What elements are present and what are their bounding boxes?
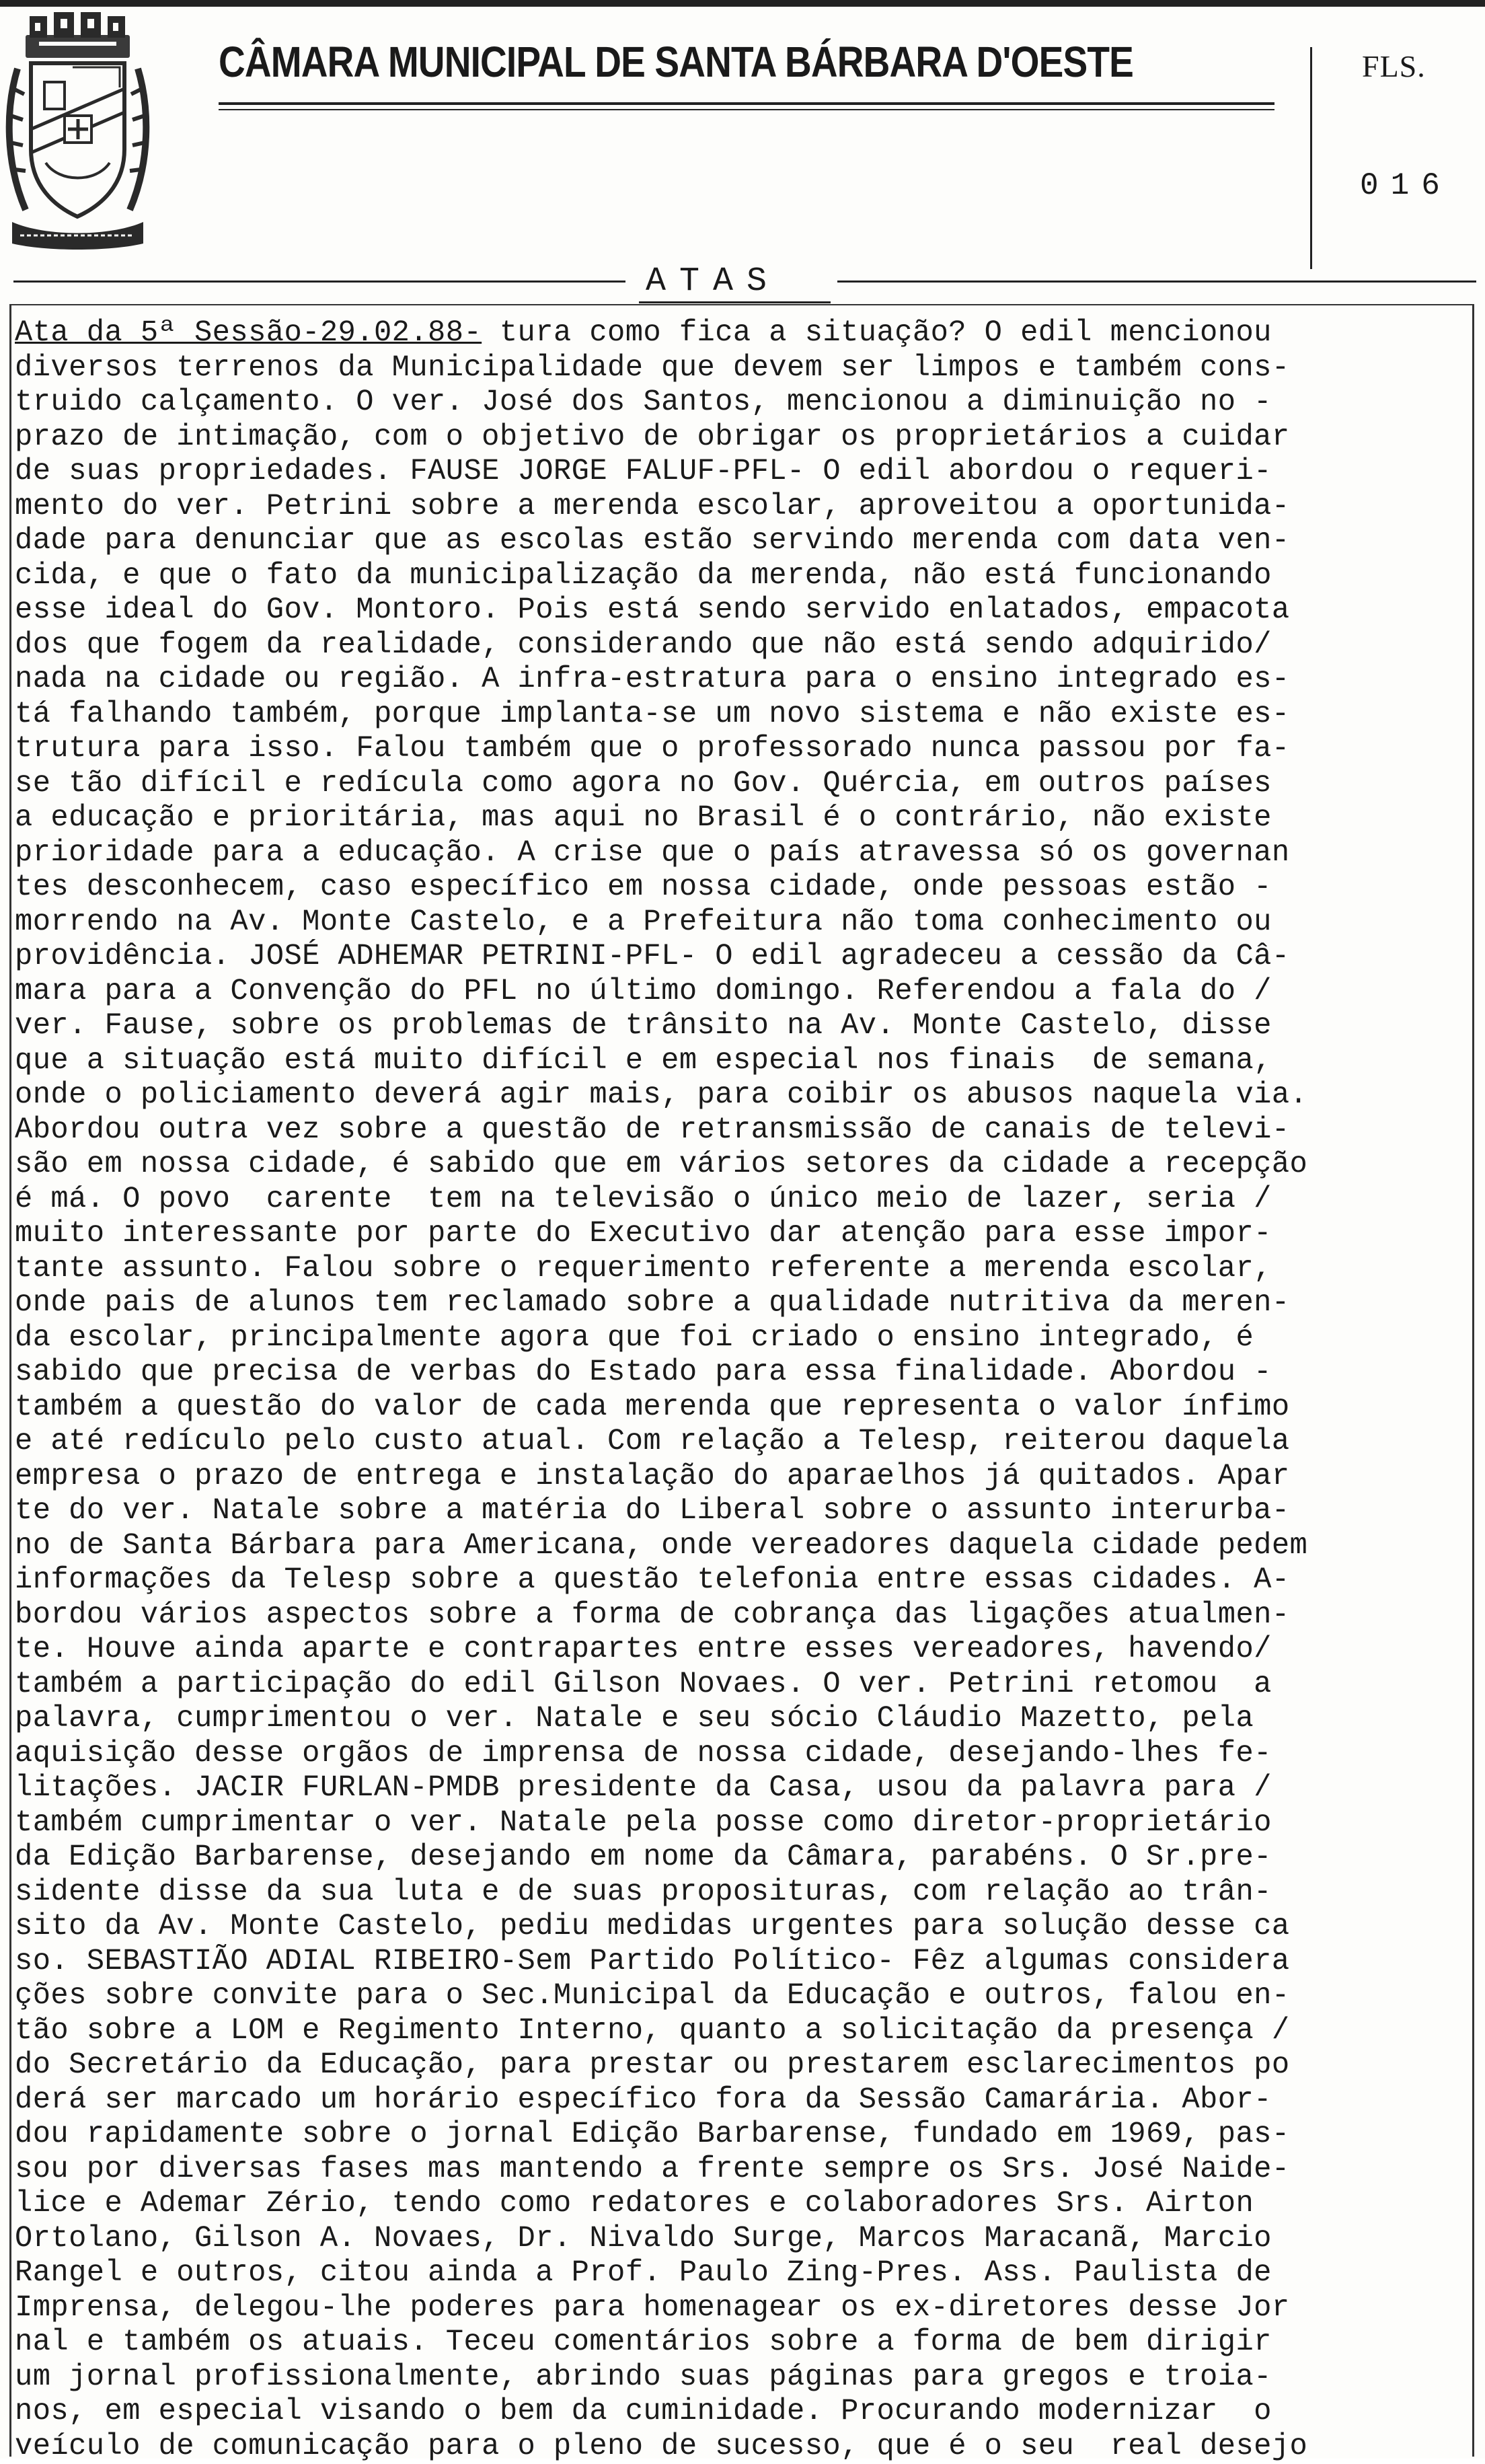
minutes-line: aquisição desse orgãos de imprensa de nossa cidade, desejando-lhes fe- (15, 1737, 1459, 1772)
minutes-line: também cumprimentar o ver. Natale pela posse como diretor-proprietário (15, 1806, 1459, 1841)
minutes-line: palavra, cumprimentou o ver. Natale e seu sócio Cláudio Mazetto, pela (15, 1702, 1459, 1737)
minutes-line: so. SEBASTIÃO ADIAL RIBEIRO-Sem Partido Político- Fêz algumas considera (15, 1945, 1459, 1980)
minutes-line: sabido que precisa de verbas do Estado para essa finalidade. Abordou - (15, 1355, 1459, 1390)
minutes-line: ções sobre convite para o Sec.Municipal da Educação e outros, falou en- (15, 1979, 1459, 2014)
minutes-line: esse ideal do Gov. Montoro. Pois está sendo servido enlatados, empacota (15, 593, 1459, 628)
top-border (0, 0, 1485, 7)
minutes-line: da Edição Barbarense, desejando em nome da Câmara, parabéns. O Sr.pre- (15, 1840, 1459, 1875)
minutes-line: a educação e prioritária, mas aqui no Brasil é o contrário, não existe (15, 801, 1459, 836)
header-divider (1310, 47, 1312, 269)
minutes-line: Imprensa, delegou-lhe poderes para homenagear os ex-diretores desse Jor (15, 2291, 1459, 2326)
minutes-first-line (15, 316, 1459, 351)
minutes-line: são em nossa cidade, é sabido que em vários setores da cidade a recepção (15, 1148, 1459, 1183)
minutes-line: prazo de intimação, com o objetivo de obrigar os proprietários a cuidar (15, 420, 1459, 455)
fls-label: FLS. (1362, 48, 1426, 84)
minutes-line: bordou vários aspectos sobre a forma de cobrança das ligações atualmen- (15, 1598, 1459, 1633)
organization-title: CÂMARA MUNICIPAL DE SANTA BÁRBARA D'OESTE (219, 37, 1133, 87)
minutes-line: informações da Telesp sobre a questão telefonia entre essas cidades. A- (15, 1563, 1459, 1598)
title-underline-secondary (219, 109, 1274, 110)
minutes-line: mara para a Convenção do PFL no último domingo. Referendou a fala do / (15, 975, 1459, 1010)
section-rule-right (837, 281, 1476, 283)
minutes-line: e até redículo pelo custo atual. Com relação a Telesp, reiterou daquela (15, 1425, 1459, 1460)
minutes-line: nos, em especial visando o bem da cuminidade. Procurando modernizar o (15, 2395, 1459, 2430)
minutes-line: dos que fogem da realidade, considerando que não está sendo adquirido/ (15, 628, 1459, 663)
municipal-coat-of-arms-icon (5, 8, 150, 252)
minutes-line: derá ser marcado um horário específico fora da Sessão Camarária. Abor- (15, 2083, 1459, 2118)
minutes-line: da escolar, principalmente agora que foi criado o ensino integrado, é (15, 1321, 1459, 1356)
minutes-line: nal e também os atuais. Teceu comentários sobre a forma de bem dirigir (15, 2325, 1459, 2360)
minutes-line: sou por diversas fases mas mantendo a frente sempre os Srs. José Naide- (15, 2153, 1459, 2188)
minutes-line: morrendo na Av. Monte Castelo, e a Prefeitura não toma conhecimento ou (15, 905, 1459, 940)
minutes-line: tante assunto. Falou sobre o requerimento referente a merenda escolar, (15, 1252, 1459, 1287)
minutes-line: truido calçamento. O ver. José dos Santos, mencionou a diminuição no - (15, 385, 1459, 420)
minutes-line: trutura para isso. Falou também que o professorado nunca passou por fa- (15, 732, 1459, 767)
minutes-line: que a situação está muito difícil e em especial nos finais de semana, (15, 1044, 1459, 1079)
minutes-line: empresa o prazo de entrega e instalação do aparaelhos já quitados. Apar (15, 1460, 1459, 1495)
minutes-line: litações. JACIR FURLAN-PMDB presidente da Casa, usou da palavra para / (15, 1771, 1459, 1806)
title-underline (219, 102, 1274, 105)
minutes-line: onde pais de alunos tem reclamado sobre a qualidade nutritiva da meren- (15, 1286, 1459, 1321)
minutes-line: é má. O povo carente tem na televisão o único meio de lazer, seria / (15, 1183, 1459, 1218)
minutes-line: tão sobre a LOM e Regimento Interno, quanto a solicitação da presença / (15, 2014, 1459, 2049)
minutes-line: de suas propriedades. FAUSE JORGE FALUF-PFL- O edil abordou o requeri- (15, 455, 1459, 490)
minutes-line: dou rapidamente sobre o jornal Edição Barbarense, fundado em 1969, pas- (15, 2118, 1459, 2153)
minutes-line: prioridade para a educação. A crise que o país atravessa só os governan (15, 836, 1459, 871)
minutes-line: providência. JOSÉ ADHEMAR PETRINI-PFL- O edil agradeceu a cessão da Câ- (15, 940, 1459, 975)
minutes-line: Rangel e outros, citou ainda a Prof. Paulo Zing-Pres. Ass. Paulista de (15, 2256, 1459, 2291)
minutes-line: ver. Fause, sobre os problemas de trânsito na Av. Monte Castelo, disse (15, 1009, 1459, 1044)
minutes-line: cida, e que o fato da municipalização da merenda, não está funcionando (15, 559, 1459, 594)
minutes-line: lice e Ademar Zério, tendo como redatores e colaboradores Srs. Airton (15, 2187, 1459, 2222)
minutes-line: Ortolano, Gilson A. Novaes, Dr. Nivaldo Surge, Marcos Maracanã, Marcio (15, 2222, 1459, 2257)
minutes-line: dade para denunciar que as escolas estão servindo merenda com data ven- (15, 524, 1459, 559)
minutes-line: sito da Av. Monte Castelo, pediu medidas urgentes para solução desse ca (15, 1910, 1459, 1945)
minutes-line: um jornal profissionalmente, abrindo suas páginas para gregos e troia- (15, 2360, 1459, 2395)
minutes-line: diversos terrenos da Municipalidade que devem ser limpos e também cons- (15, 351, 1459, 386)
minutes-line: tes desconhecem, caso específico em nossa cidade, onde pessoas estão - (15, 870, 1459, 905)
minutes-line: te do ver. Natale sobre a matéria do Liberal sobre o assunto interurba- (15, 1494, 1459, 1529)
minutes-line: no de Santa Bárbara para Americana, onde vereadores daquela cidade pedem (15, 1529, 1459, 1564)
minutes-body (15, 316, 1481, 2464)
minutes-line: Abordou outra vez sobre a questão de retransmissão de canais de televi- (15, 1113, 1459, 1148)
minutes-line: te. Houve ainda aparte e contrapartes entre esses vereadores, havendo/ (15, 1633, 1459, 1668)
section-rule-left (13, 281, 625, 283)
minutes-line: onde o policiamento deverá agir mais, para coibir os abusos naquela via. (15, 1078, 1459, 1113)
minutes-line: veículo de comunicação para o pleno de sucesso, que é o seu real desejo (15, 2430, 1459, 2464)
minutes-line: também a participação do edil Gilson Novaes. O ver. Petrini retomou a (15, 1668, 1459, 1703)
minutes-line: nada na cidade ou região. A infra-estratura para o ensino integrado es- (15, 663, 1459, 698)
minutes-heading: Ata da 5ª Sessão-29.02.88- (15, 316, 482, 350)
minutes-line: se tão difícil e redícula como agora no Gov. Quércia, em outros países (15, 767, 1459, 802)
minutes-line: tura como fica a situação? O edil mencionou (482, 316, 1272, 350)
minutes-line: do Secretário da Educação, para prestar ou prestarem esclarecimentos po (15, 2048, 1459, 2083)
section-title-underline (639, 301, 831, 303)
section-title: ATAS (646, 262, 780, 301)
minutes-line: mento do ver. Petrini sobre a merenda escolar, aproveitou a oportunida- (15, 490, 1459, 525)
minutes-line: muito interessante por parte do Executivo dar atenção para esse impor- (15, 1217, 1459, 1252)
page-number: 016 (1360, 168, 1452, 203)
minutes-line: também a questão do valor de cada merenda que representa o valor ínfimo (15, 1390, 1459, 1425)
minutes-line: tá falhando também, porque implanta-se um novo sistema e não existe es- (15, 698, 1459, 733)
minutes-line: sidente disse da sua luta e de suas proposituras, com relação ao trân- (15, 1875, 1459, 1910)
